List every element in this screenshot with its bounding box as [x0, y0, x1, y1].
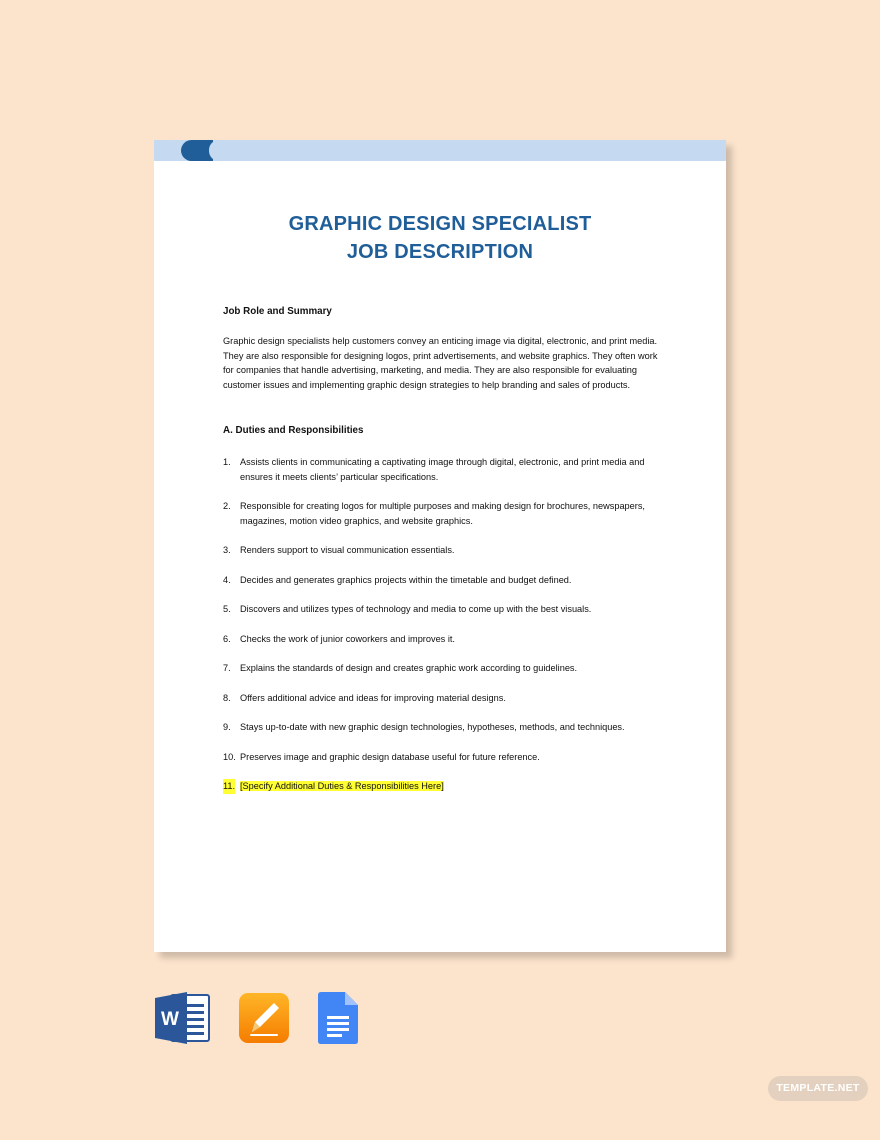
section-heading-duties: A. Duties and Responsibilities — [223, 424, 364, 436]
list-item-number: 11. — [223, 779, 235, 794]
list-item — [223, 750, 663, 765]
list-item — [223, 573, 663, 588]
title-line-1: GRAPHIC DESIGN SPECIALIST — [288, 213, 592, 235]
list-item-text: Offers additional advice and ideas for improving material designs. — [240, 692, 506, 703]
list-item-text: Discovers and utilizes types of technology and media to come up with the best visuals. — [240, 604, 592, 615]
list-item-text: Decides and generates graphics projects within the timetable and budget defined. — [240, 574, 572, 585]
svg-text:W: W — [161, 1009, 179, 1030]
list-item-number: 10. — [223, 751, 236, 762]
list-item-text: Renders support to visual communication essentials. — [240, 545, 455, 556]
list-item — [223, 661, 663, 676]
list-item — [223, 632, 663, 647]
document-title — [154, 210, 726, 266]
list-item-number: 1. — [223, 456, 231, 467]
list-item — [223, 720, 663, 735]
list-item — [223, 602, 663, 617]
list-item-number: 5. — [223, 604, 231, 615]
list-item-text: Checks the work of junior coworkers and improves it. — [240, 633, 455, 644]
list-item — [223, 455, 663, 485]
list-item-text: Responsible for creating logos for multiple purposes and making design for brochures, newspapers, magazines, motion video graphics, and website graphics. — [240, 501, 645, 526]
template-net-watermark[interactable]: TEMPLATE.NET — [768, 1076, 868, 1101]
list-item-number: 8. — [223, 692, 231, 703]
list-item-number: 4. — [223, 574, 231, 585]
list-item-number: 6. — [223, 633, 231, 644]
list-item — [223, 543, 663, 558]
list-item-number: 9. — [223, 722, 231, 733]
list-item-text: Assists clients in communicating a captivating image through digital, electronic, and print media and ensures it meets clients’ particular specifications. — [240, 456, 645, 482]
list-item-number: 2. — [223, 501, 231, 512]
list-item-text: [Specify Additional Duties & Responsibilities Here] — [240, 781, 444, 792]
header-band — [154, 140, 726, 161]
pages-icon[interactable] — [238, 992, 290, 1044]
document-page — [154, 140, 726, 952]
list-item-number: 3. — [223, 545, 231, 556]
list-item — [223, 499, 663, 529]
summary-paragraph: Graphic design specialists help customers convey an enticing image via digital, electronic, and print media. They are also responsible for designing logos, print advertisements, and website graphics. They often work for companies that handle advertising, marketing, and media. They are also responsible for evaluating customer issues and implementing graphic design strategies to help branding and sales of products. — [223, 335, 658, 391]
list-item-text: Explains the standards of design and creates graphic work according to guidelines. — [240, 663, 578, 674]
document-body — [223, 305, 663, 809]
list-item-text: Stays up-to-date with new graphic design technologies, hypotheses, methods, and techniques. — [240, 722, 625, 733]
list-item-text: Preserves image and graphic design database useful for future reference. — [240, 751, 540, 762]
list-item — [223, 691, 663, 706]
title-line-2: JOB DESCRIPTION — [346, 241, 534, 263]
list-item-number: 7. — [223, 663, 231, 674]
word-icon[interactable] — [155, 992, 211, 1044]
duties-list — [223, 455, 663, 794]
list-item-placeholder — [223, 779, 663, 794]
section-heading-summary: Job Role and Summary — [223, 306, 332, 317]
google-docs-icon[interactable] — [318, 992, 358, 1044]
